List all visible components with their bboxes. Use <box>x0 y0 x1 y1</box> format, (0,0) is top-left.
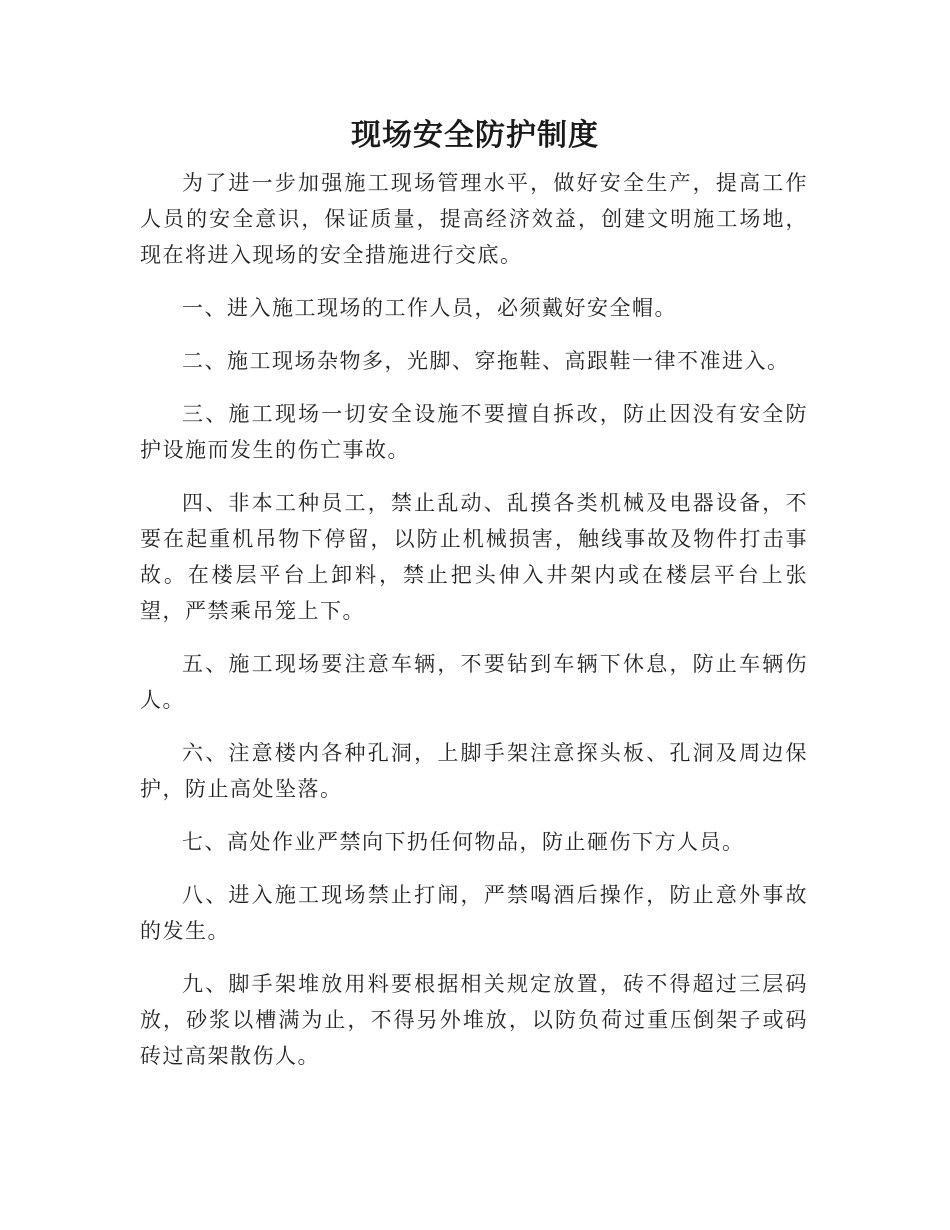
rule-paragraph-4: 四、非本工种员工，禁止乱动、乱摸各类机械及电器设备，不要在起重机吊物下停留，以防止机械损害，触线事故及物件打击事故。在楼层平台上卸料，禁止把头伸入井架内或在楼层平台上张望，严禁乘吊笼上下。 <box>140 491 808 623</box>
rule-paragraph-6: 六、注意楼内各种孔洞，上脚手架注意探头板、孔洞及周边保护，防止高处坠落。 <box>140 741 808 801</box>
rule-paragraph-2: 二、施工现场杂物多，光脚、穿拖鞋、高跟鞋一律不准进入。 <box>182 349 790 373</box>
rule-paragraph-1: 一、进入施工现场的工作人员，必须戴好安全帽。 <box>182 296 677 320</box>
rule-paragraph-7: 七、高处作业严禁向下扔任何物品，防止砸伤下方人员。 <box>182 830 745 854</box>
intro-paragraph: 为了进一步加强施工现场管理水平，做好安全生产，提高工作人员的安全意识，保证质量，提高经济效益，创建文明施工场地，现在将进入现场的安全措施进行交底。 <box>140 171 808 267</box>
document-body <box>140 165 808 1091</box>
rule-paragraph-8: 八、进入施工现场禁止打闹，严禁喝酒后操作，防止意外事故的发生。 <box>140 883 808 943</box>
document-title: 现场安全防护制度 <box>351 118 599 153</box>
rule-paragraph-3: 三、施工现场一切安全设施不要擅自拆改，防止因没有安全防护设施而发生的伤亡事故。 <box>140 402 808 462</box>
rule-paragraph-9: 九、脚手架堆放用料要根据相关规定放置，砖不得超过三层码放，砂浆以槽满为止，不得另外堆放，以防负荷过重压倒架子或码砖过高架散伤人。 <box>140 972 808 1068</box>
rule-paragraph-5: 五、施工现场要注意车辆，不要钻到车辆下休息，防止车辆伤人。 <box>140 652 808 712</box>
